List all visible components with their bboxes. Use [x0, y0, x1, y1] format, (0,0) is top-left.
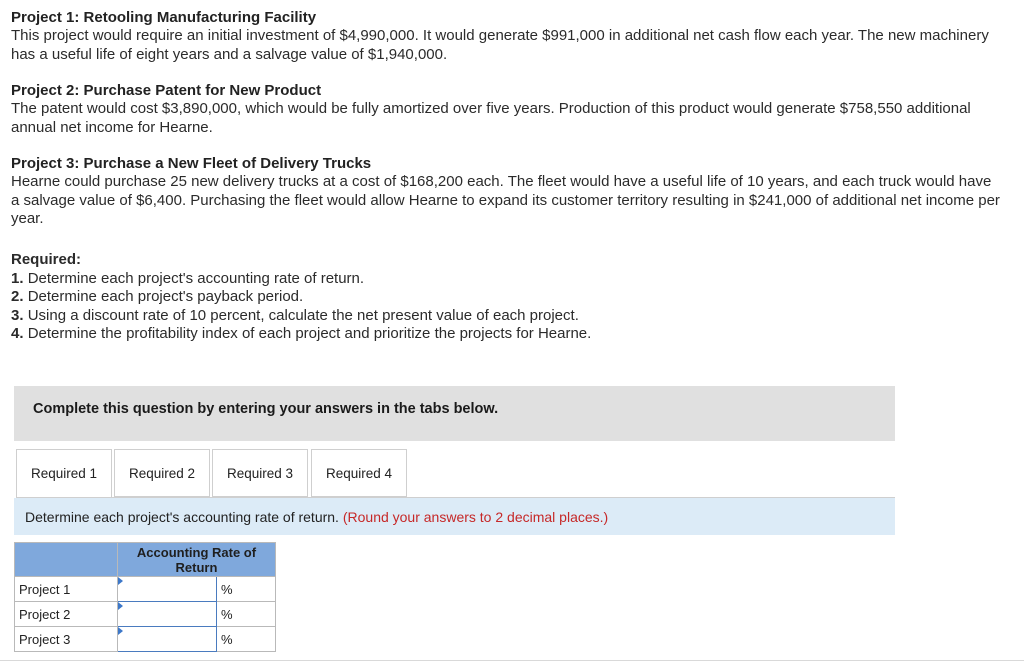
- row-label-project-3: Project 3: [15, 627, 118, 652]
- percent-unit: %: [217, 602, 276, 627]
- required-item: [11, 270, 1001, 289]
- tab-required-2[interactable]: Required 2: [114, 449, 210, 497]
- required-item: [11, 307, 1001, 326]
- project-2-rate-input[interactable]: [118, 602, 216, 626]
- project-3-block: [11, 155, 1001, 229]
- row-label-project-2: Project 2: [15, 602, 118, 627]
- instruction-box: [14, 386, 895, 441]
- table-header-row: [15, 543, 276, 577]
- required-section: [11, 251, 1001, 344]
- question-bar: [14, 498, 895, 535]
- required-item-text: Determine each project's accounting rate of return.: [27, 269, 365, 287]
- instruction-text: Complete this question by entering your answers in the tabs below.: [33, 401, 499, 417]
- table-row: [15, 602, 276, 627]
- project-1-rate-input[interactable]: [118, 577, 216, 601]
- required-item-number: 1.: [11, 269, 24, 287]
- column-header-accounting-rate: Accounting Rate of Return: [118, 543, 276, 577]
- project-3-title: Project 3: Purchase a New Fleet of Delivery Trucks: [11, 155, 372, 172]
- tab-required-4[interactable]: Required 4: [311, 449, 407, 497]
- required-item-number: 4.: [11, 325, 24, 342]
- input-marker-icon: [118, 627, 123, 635]
- answer-table: [14, 542, 276, 652]
- question-text: Determine each project's accounting rate of return.: [25, 509, 339, 525]
- row-label-project-1: Project 1: [15, 577, 118, 602]
- project-2-description: The patent would cost $3,890,000, which would be fully amortized over five years. Production of this product would generate $758,550 additional annual net income for Hearne.: [11, 100, 971, 136]
- project-1-block: [11, 9, 1001, 64]
- project-3-rate-input[interactable]: [118, 627, 216, 651]
- percent-unit: %: [217, 577, 276, 602]
- table-header-blank: [15, 543, 118, 577]
- required-item: [11, 325, 1001, 344]
- answer-cell: [118, 602, 217, 627]
- project-3-description: Hearne could purchase 25 new delivery trucks at a cost of $168,200 each. The fleet would have a useful life of 10 years, and each truck would have a salvage value of $6,400. Purchasing the fleet would allow Hearne to expand its customer territory resulting in $241,000 of additional net income per year.: [11, 173, 1000, 227]
- required-item-number: 3.: [11, 306, 24, 324]
- project-1-title: Project 1: Retooling Manufacturing Facility: [11, 9, 317, 26]
- required-item-text: Using a discount rate of 10 percent, calculate the net present value of each project.: [27, 306, 579, 324]
- answer-cell: [118, 577, 217, 602]
- project-descriptions: [11, 9, 1001, 247]
- required-item-number: 2.: [11, 288, 24, 305]
- input-marker-icon: [118, 577, 123, 585]
- tab-required-1[interactable]: Required 1: [16, 449, 112, 498]
- table-row: [15, 577, 276, 602]
- required-item-text: Determine the profitability index of each project and prioritize the projects for Hearne.: [27, 325, 592, 342]
- percent-unit: %: [217, 627, 276, 652]
- project-2-block: [11, 82, 1001, 137]
- required-heading: Required:: [11, 251, 82, 268]
- table-row: [15, 627, 276, 652]
- project-2-title: Project 2: Purchase Patent for New Product: [11, 82, 322, 99]
- input-marker-icon: [118, 602, 123, 610]
- project-1-description: This project would require an initial investment of $4,990,000. It would generate $991,000 in additional net cash flow each year. The new machinery has a useful life of eight years and a salvage value of $1,940,000.: [11, 27, 989, 63]
- rounding-note: (Round your answers to 2 decimal places.): [342, 509, 609, 525]
- answer-cell: [118, 627, 217, 652]
- required-item: [11, 288, 1001, 307]
- required-item-text: Determine each project's payback period.: [27, 288, 304, 305]
- tab-required-3[interactable]: Required 3: [212, 449, 308, 497]
- bottom-divider: [0, 660, 1024, 661]
